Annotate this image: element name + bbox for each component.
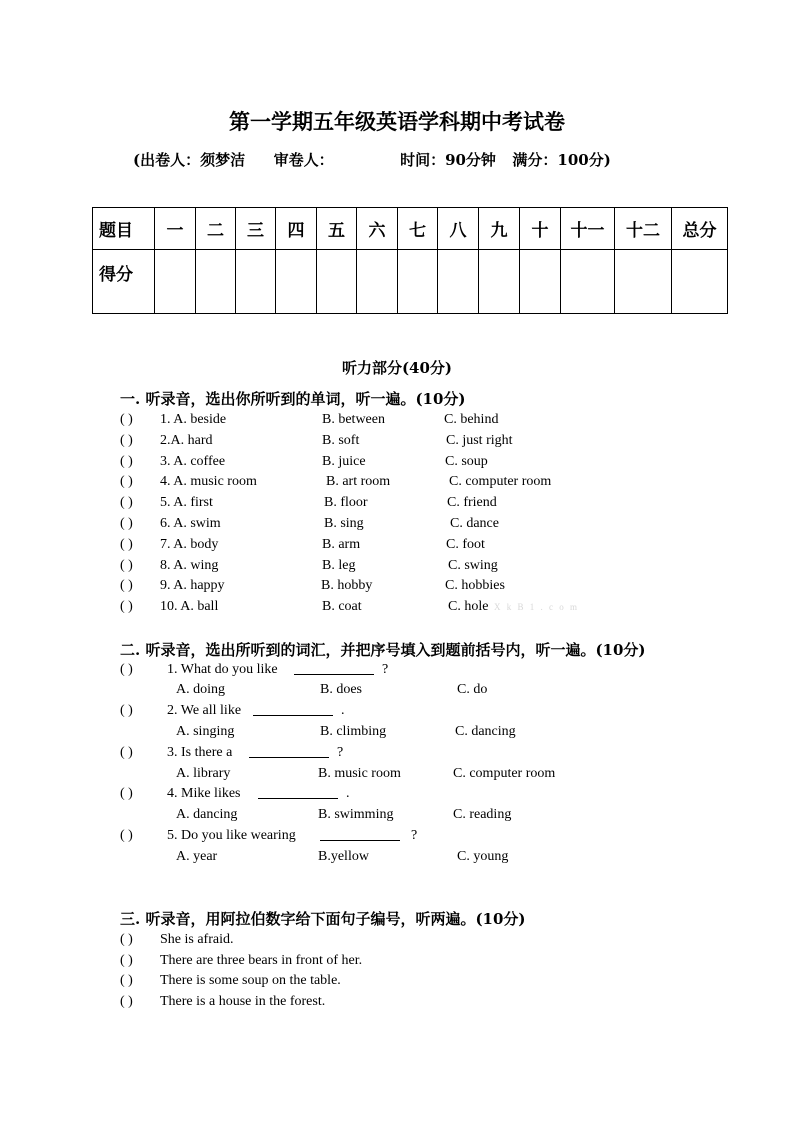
question-option-b: B. soft	[322, 433, 360, 448]
option-c: C. dancing	[455, 724, 516, 739]
answer-paren[interactable]: ( )	[120, 828, 133, 843]
score-table-col: 十一	[561, 208, 615, 250]
score-cell[interactable]	[479, 250, 520, 314]
score-table-header-row	[93, 208, 728, 250]
score-table-col: 六	[357, 208, 398, 250]
option-a: A. singing	[176, 724, 235, 739]
question-option-a: 8. A. wing	[160, 558, 219, 573]
question-option-b: B. art room	[326, 474, 391, 489]
question-option-a: 10. A. ball	[160, 599, 219, 614]
question-option-b: B. coat	[322, 599, 362, 614]
answer-paren[interactable]: ( )	[120, 994, 133, 1009]
answer-paren[interactable]: ( )	[120, 412, 133, 427]
option-c: C. young	[457, 849, 509, 864]
question-text: 3. Is there a	[167, 745, 233, 760]
section1-heading: 一. 听录音，选出你所听到的单词，听一遍。(10分)	[120, 390, 466, 408]
score-table-header-label: 题目	[93, 208, 155, 250]
question-option-c: C. swing	[448, 558, 498, 573]
answer-paren[interactable]: ( )	[120, 537, 133, 552]
time-label: 时间：90分钟	[400, 151, 496, 169]
question-end: .	[341, 703, 345, 718]
option-b: B. music room	[318, 766, 401, 781]
score-cell[interactable]	[236, 250, 276, 314]
question-option-c: C. friend	[447, 495, 497, 510]
option-c: C. computer room	[453, 766, 556, 781]
score-table-col: 一	[155, 208, 196, 250]
answer-paren[interactable]: ( )	[120, 495, 133, 510]
question-option-b: B. juice	[322, 454, 366, 469]
option-a: A. doing	[176, 682, 225, 697]
score-cell[interactable]	[438, 250, 479, 314]
score-table-col: 四	[276, 208, 317, 250]
option-b: B.yellow	[318, 849, 369, 864]
question-end: ?	[411, 828, 418, 843]
option-c: C. do	[457, 682, 488, 697]
answer-paren[interactable]: ( )	[120, 973, 133, 988]
score-cell[interactable]	[357, 250, 398, 314]
option-b: B. climbing	[320, 724, 387, 739]
score-table-col: 十二	[615, 208, 672, 250]
question-option-a: 2.A. hard	[160, 433, 213, 448]
question-option-b: B. arm	[322, 537, 361, 552]
answer-paren[interactable]: ( )	[120, 662, 133, 677]
score-cell[interactable]	[561, 250, 615, 314]
question-text: 2. We all like	[167, 703, 242, 718]
score-cell[interactable]	[672, 250, 728, 314]
answer-paren[interactable]: ( )	[120, 474, 133, 489]
score-table-col: 二	[196, 208, 236, 250]
score-table-col: 九	[479, 208, 520, 250]
question-option-c: C. just right	[446, 433, 513, 448]
score-cell[interactable]	[615, 250, 672, 314]
answer-paren[interactable]: ( )	[120, 786, 133, 801]
question-option-a: 4. A. music room	[160, 474, 257, 489]
option-a: A. year	[176, 849, 218, 864]
sentence-text: She is afraid.	[160, 932, 234, 947]
question-option-b: B. leg	[322, 558, 356, 573]
score-label: 满分：100分)	[512, 151, 611, 169]
question-option-b: B. hobby	[321, 578, 373, 593]
fill-blank[interactable]	[320, 828, 400, 841]
answer-paren[interactable]: ( )	[120, 703, 133, 718]
question-text: 1. What do you like	[167, 662, 278, 677]
score-table-score-label: 得分	[93, 250, 155, 314]
answer-paren[interactable]: ( )	[120, 558, 133, 573]
option-c: C. reading	[453, 807, 512, 822]
answer-paren[interactable]: ( )	[120, 745, 133, 760]
score-cell[interactable]	[196, 250, 236, 314]
page-title: 第一学期五年级英语学科期中考试卷	[229, 109, 565, 134]
score-cell[interactable]	[276, 250, 317, 314]
exam-info	[133, 149, 611, 170]
score-cell[interactable]	[155, 250, 196, 314]
answer-paren[interactable]: ( )	[120, 578, 133, 593]
answer-paren[interactable]: ( )	[120, 932, 133, 947]
option-a: A. dancing	[176, 807, 238, 822]
score-table-col: 三	[236, 208, 276, 250]
score-table-col: 八	[438, 208, 479, 250]
score-cell[interactable]	[317, 250, 357, 314]
score-table-col: 总分	[672, 208, 728, 250]
question-option-a: 1. A. beside	[160, 412, 227, 427]
question-option-c: C. soup	[445, 454, 488, 469]
answer-paren[interactable]: ( )	[120, 433, 133, 448]
reviewer-label: 审卷人：	[273, 151, 334, 169]
answer-paren[interactable]: ( )	[120, 599, 133, 614]
question-end: ?	[382, 662, 389, 677]
section2-heading: 二. 听录音，选出所听到的词汇，并把序号填入到题前括号内，听一遍。(10分)	[120, 641, 646, 659]
question-option-a: 5. A. first	[160, 495, 213, 510]
question-option-c: C. foot	[446, 537, 485, 552]
sentence-text: There is some soup on the table.	[160, 973, 341, 988]
question-option-c: C. hole	[448, 599, 489, 614]
question-option-c: C. behind	[444, 412, 499, 427]
score-cell[interactable]	[520, 250, 561, 314]
section3-heading: 三. 听录音，用阿拉伯数字给下面句子编号，听两遍。(10分)	[120, 910, 526, 928]
question-option-c: C. hobbies	[445, 578, 505, 593]
listening-title: 听力部分(40分)	[341, 359, 453, 377]
question-option-b: B. floor	[324, 495, 368, 510]
fill-blank[interactable]	[249, 745, 329, 758]
question-option-a: 6. A. swim	[160, 516, 221, 531]
question-option-c: C. dance	[450, 516, 499, 531]
author-label: (出卷人：须梦洁	[133, 151, 246, 169]
question-end: .	[346, 786, 350, 801]
question-end: ?	[337, 745, 344, 760]
question-text: 5. Do you like wearing	[167, 828, 296, 843]
question-option-a: 7. A. body	[160, 537, 219, 552]
score-table-score-row	[93, 250, 728, 314]
option-b: B. swimming	[318, 807, 394, 822]
answer-paren[interactable]: ( )	[120, 953, 133, 968]
option-b: B. does	[320, 682, 362, 697]
score-table	[92, 207, 728, 314]
watermark: X k B 1 . c o m	[494, 602, 579, 612]
fill-blank[interactable]	[294, 662, 374, 675]
score-cell[interactable]	[398, 250, 438, 314]
sentence-text: There are three bears in front of her.	[160, 953, 363, 968]
answer-paren[interactable]: ( )	[120, 454, 133, 469]
option-a: A. library	[176, 766, 231, 781]
score-table-col: 十	[520, 208, 561, 250]
question-text: 4. Mike likes	[167, 786, 241, 801]
question-option-a: 9. A. happy	[160, 578, 225, 593]
sentence-text: There is a house in the forest.	[160, 994, 326, 1009]
score-table-col: 七	[398, 208, 438, 250]
question-option-b: B. between	[322, 412, 385, 427]
score-table-col: 五	[317, 208, 357, 250]
fill-blank[interactable]	[258, 786, 338, 799]
fill-blank[interactable]	[253, 703, 333, 716]
question-option-b: B. sing	[324, 516, 364, 531]
question-option-c: C. computer room	[449, 474, 552, 489]
question-option-a: 3. A. coffee	[160, 454, 226, 469]
answer-paren[interactable]: ( )	[120, 516, 133, 531]
